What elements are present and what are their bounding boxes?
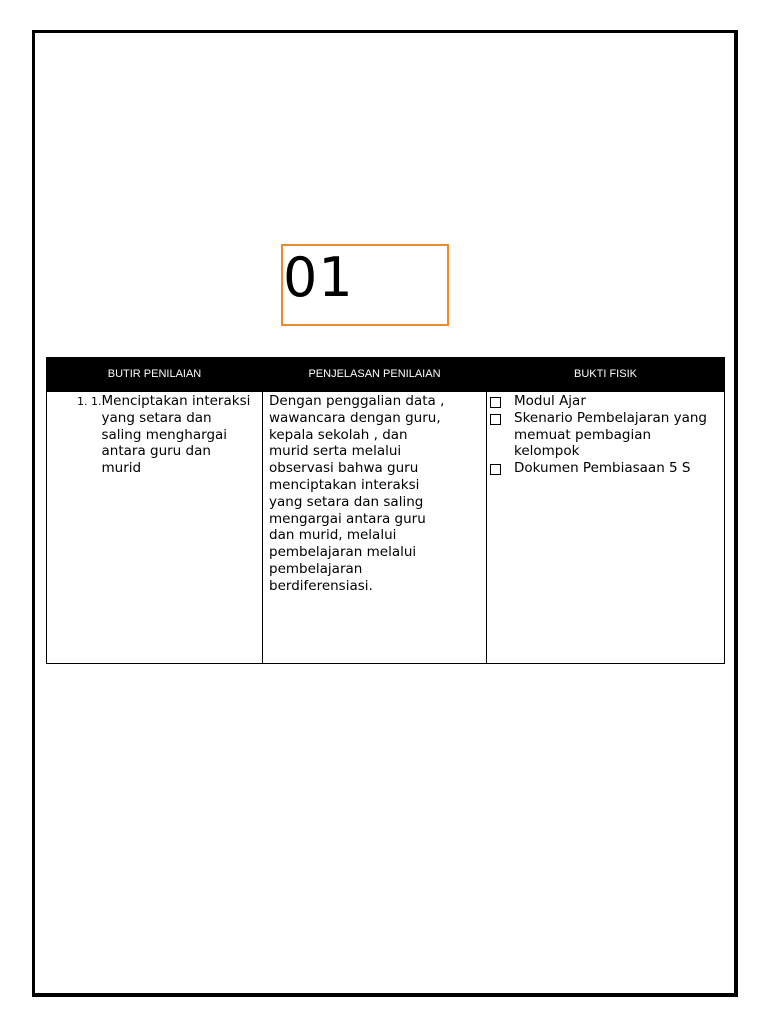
- cell-penjelasan: [263, 392, 487, 664]
- header-bukti-fisik: BUKTI FISIK: [487, 358, 725, 392]
- checkbox-icon: [490, 464, 501, 475]
- evidence-text: Skenario Pembelajaran yang memuat pembagian kelompok: [514, 409, 707, 460]
- table-header-row: [47, 358, 725, 392]
- list-item: [489, 410, 720, 460]
- evidence-text: Modul Ajar: [514, 393, 586, 409]
- assessment-table: [46, 357, 725, 664]
- page-number: 01: [283, 246, 354, 309]
- cell-bukti-fisik: [487, 392, 725, 664]
- item-text: Menciptakan interaksi yang setara dan saling menghargai antara guru dan murid: [101, 393, 251, 477]
- checkbox-icon: [490, 414, 501, 425]
- header-butir-penilaian: BUTIR PENILAIAN: [47, 358, 263, 392]
- item-number: 1. 1.: [77, 395, 102, 408]
- list-item: [489, 460, 720, 477]
- header-penjelasan-penilaian: PENJELASAN PENILAIAN: [263, 358, 487, 392]
- checkbox-icon: [490, 397, 501, 408]
- list-item: [489, 393, 720, 410]
- evidence-list: [489, 393, 720, 477]
- page-number-box: [281, 244, 449, 326]
- explanation-text: Dengan penggalian data , wawancara dengan guru, kepala sekolah , dan murid serta melalui observasi bahwa guru menciptakan interaksi yang setara dan saling mengargai antara guru dan murid, melalui pembelajaran melalui pembelajaran berdiferensiasi.: [269, 393, 445, 594]
- evidence-text: Dokumen Pembiasaan 5 S: [514, 460, 691, 477]
- cell-butir: [47, 392, 263, 664]
- table-row: [47, 392, 725, 664]
